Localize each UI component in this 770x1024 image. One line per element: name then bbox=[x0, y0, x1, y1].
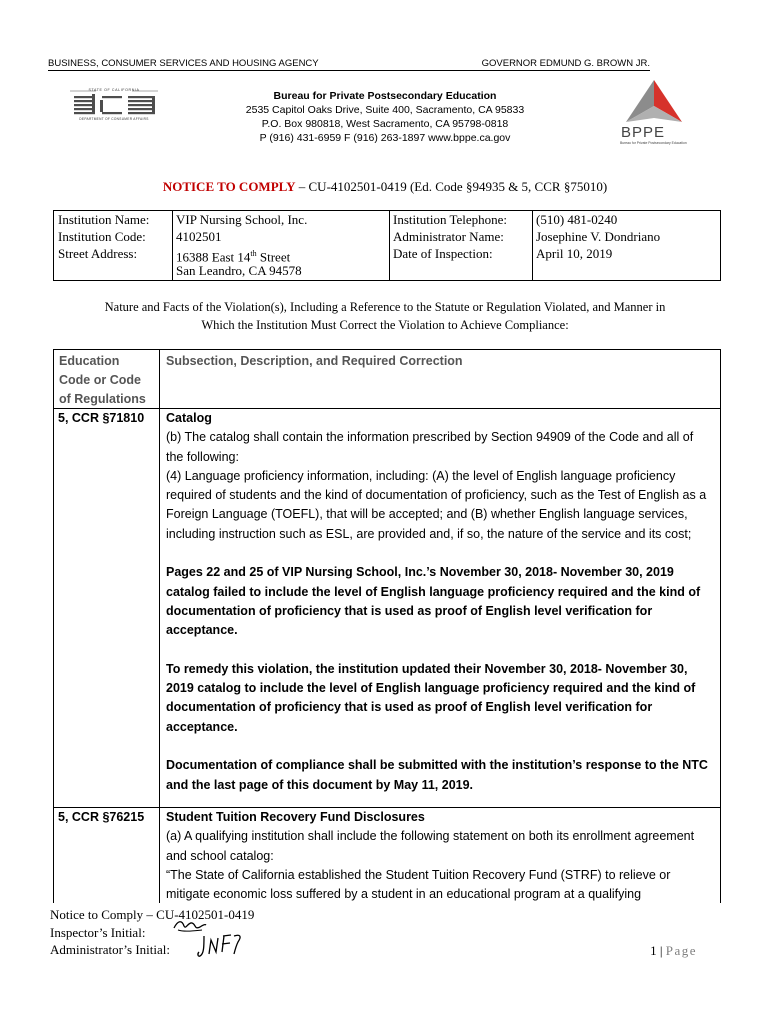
violation-body-2 bbox=[166, 808, 714, 904]
notice-title-red: NOTICE TO COMPLY bbox=[162, 179, 296, 194]
administrator-label: Administrator Name: bbox=[393, 229, 504, 244]
institution-code-label: Institution Code: bbox=[58, 229, 146, 244]
telephone-label: Institution Telephone: bbox=[393, 212, 508, 227]
violation-code-1: 5, CCR §71810 bbox=[58, 411, 145, 425]
info-values-col bbox=[173, 211, 388, 280]
institution-info-table bbox=[53, 210, 721, 281]
info-labels-col bbox=[54, 211, 173, 280]
info-labels-col-2 bbox=[389, 211, 533, 280]
bureau-phone: P (916) 431-6959 F (916) 263-1897 www.bppe.ca.gov bbox=[259, 132, 511, 144]
column-divider bbox=[159, 350, 160, 903]
notice-title-rest: – CU-4102501-0419 (Ed. Code §94935 & 5, CCR §75010) bbox=[295, 179, 608, 194]
inspection-date-label: Date of Inspection: bbox=[393, 246, 493, 261]
agency-name: BUSINESS, CONSUMER SERVICES AND HOUSING AGENCY bbox=[48, 58, 319, 69]
dca-logo-word: dca bbox=[68, 88, 70, 89]
violation-remedy-1: To remedy this violation, the institution updated their November 30, 2018- November 30, 2019 catalog to include the level of English language proficiency required and the kind of documentation of proficiency that is used as proof of English level verification for acceptance. bbox=[166, 661, 696, 734]
bppe-logo-subtext: Bureau for Private Postsecondary Education bbox=[620, 141, 687, 145]
header-code-column: Education Code or Code of Regulations bbox=[59, 354, 146, 406]
dca-logo bbox=[68, 88, 160, 124]
bureau-name: Bureau for Private Postsecondary Education bbox=[273, 90, 497, 102]
institution-code-value: 4102501 bbox=[176, 229, 222, 244]
violation-text-2a: (a) A qualifying institution shall include the following statement on both its enrollment agreement and school catalog: bbox=[166, 829, 695, 863]
inspection-date-value: April 10, 2019 bbox=[536, 246, 613, 261]
institution-name-label: Institution Name: bbox=[58, 212, 150, 227]
administrator-initial-label: Administrator’s Initial: bbox=[50, 942, 170, 957]
violation-text-1b: (4) Language proficiency information, including: (A) the level of English language proficiency required of students and the kind of documentation of proficiency, such as the Test of English as a Foreign Language (TOEFL), that will be accepted; and (B) whether English language services, including instruction such as ESL, are provided and, if so, the nature of the service and its cost; bbox=[166, 468, 707, 541]
footer-ntc-number: Notice to Comply – CU-4102501-0419 bbox=[50, 907, 255, 922]
governor-name: GOVERNOR EDMUND G. BROWN JR. bbox=[481, 58, 650, 69]
administrator-initial-signature bbox=[196, 930, 246, 960]
administrator-value: Josephine V. Dondriano bbox=[536, 229, 661, 244]
violation-body-1 bbox=[166, 409, 714, 795]
bppe-logo-text: BPPE bbox=[621, 124, 666, 141]
inspector-initial-label: Inspector’s Initial: bbox=[50, 924, 146, 940]
bureau-contact-block bbox=[215, 89, 555, 145]
street-address-line2: San Leandro, CA 94578 bbox=[176, 263, 302, 278]
street-address-label: Street Address: bbox=[58, 246, 138, 261]
info-values-col-2 bbox=[533, 211, 720, 280]
violation-finding-1: Pages 22 and 25 of VIP Nursing School, Inc.’s November 30, 2018- November 30, 2019 catalog failed to include the level of English language proficiency required and the kind of documentation of proficiency that is used as proof of English level verification for acceptance. bbox=[166, 565, 701, 638]
page-number: 1 | Page bbox=[650, 943, 697, 958]
telephone-value: (510) 481-0240 bbox=[536, 212, 618, 227]
violation-code-2: 5, CCR §76215 bbox=[58, 810, 145, 824]
header-description-column: Subsection, Description, and Required Correction bbox=[166, 354, 463, 368]
violation-text-1a: (b) The catalog shall contain the information prescribed by Section 94909 of the Code and all of the following: bbox=[166, 430, 694, 464]
dca-logo-state-text: STATE OF CALIFORNIA bbox=[88, 88, 140, 92]
violations-table bbox=[53, 349, 721, 903]
dca-logo-dept-text: DEPARTMENT OF CONSUMER AFFAIRS bbox=[79, 117, 149, 121]
bureau-address-1: 2535 Capitol Oaks Drive, Suite 400, Sacramento, CA 95833 bbox=[245, 104, 525, 116]
bureau-address-2: P.O. Box 980818, West Sacramento, CA 95798-0818 bbox=[261, 118, 509, 130]
violation-title-2: Student Tuition Recovery Fund Disclosures bbox=[166, 810, 425, 824]
nature-of-violation-heading: Nature and Facts of the Violation(s), Including a Reference to the Statute or Regulation Violated, and Manner in Which the Institution Must Correct the Violation to Achieve Compliance: bbox=[104, 300, 666, 332]
violation-compliance-1: Documentation of compliance shall be submitted with the institution’s response to the NTC and the last page of this document by May 11, 2019. bbox=[166, 758, 708, 792]
notice-title bbox=[0, 179, 770, 195]
street-address-line1: 16388 East 14th Street bbox=[176, 249, 291, 265]
violation-title-1: Catalog bbox=[166, 411, 212, 425]
institution-name-value: VIP Nursing School, Inc. bbox=[176, 212, 308, 227]
agency-header-bar bbox=[48, 58, 650, 71]
violation-text-2b: “The State of California established the Student Tuition Recovery Fund (STRF) to relieve or mitigate economic loss suffered by a student in an educational program at a qualifying bbox=[166, 867, 671, 902]
